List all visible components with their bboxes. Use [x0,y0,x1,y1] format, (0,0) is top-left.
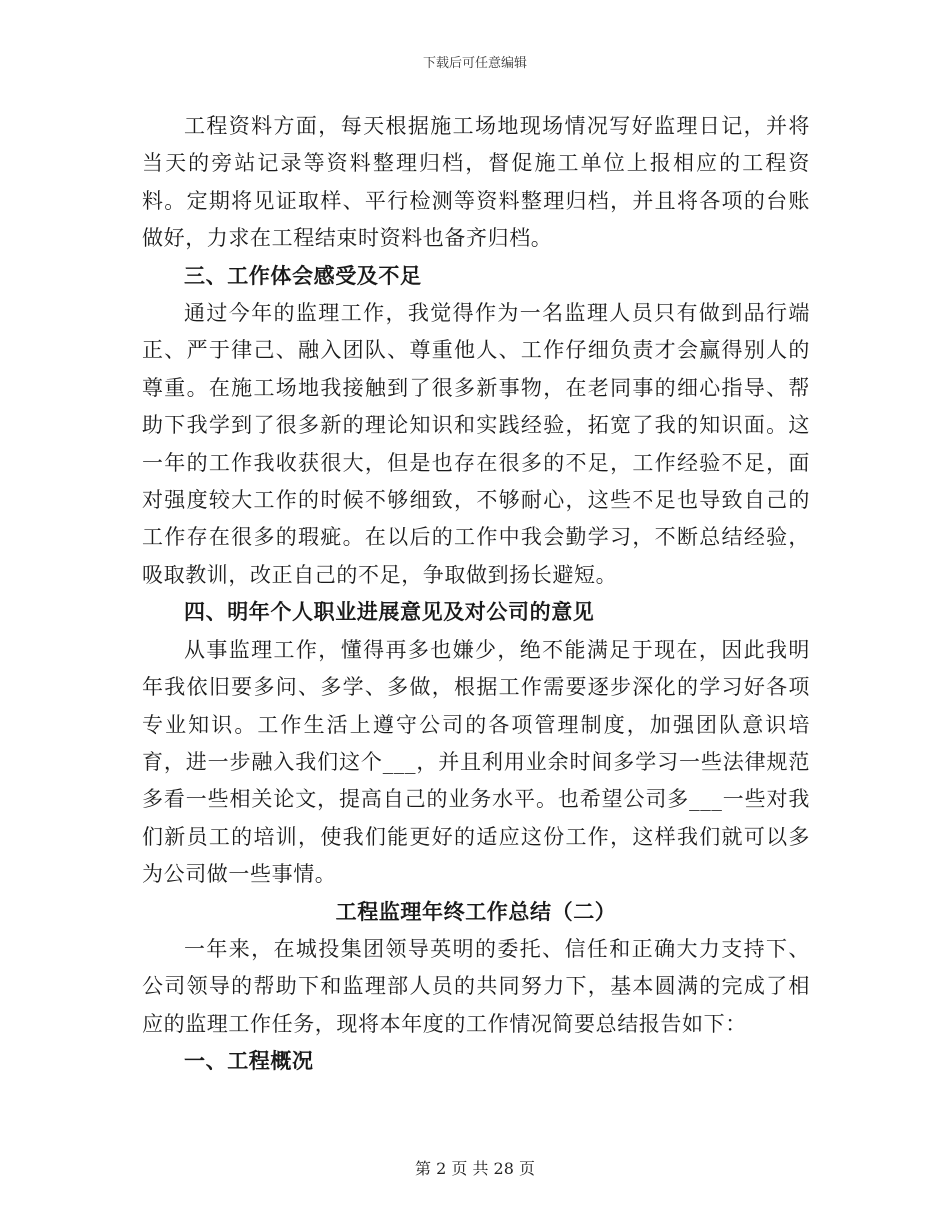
section-heading-3: 三、工作体会感受及不足 [184,263,422,288]
paragraph-intro: 一年来，在城投集团领导英明的委托、信任和正确大力支持下、公司领导的帮助下和监理部人员的共同努力下，基本圆满的完成了相应的监理工作任务，现将本年度的工作情况简要总结报告如下： [142,936,810,1036]
section-heading-4: 四、明年个人职业进展意见及对公司的意见 [184,600,595,625]
paragraph-work-experience: 通过今年的监理工作，我觉得作为一名监理人员只有做到品行端正、严于律己、融入团队、尊重他人、工作仔细负责才会赢得别人的尊重。在施工场地我接触到了很多新事物，在老同事的细心指导、帮助下我学到了很多新的理论知识和实践经验，拓宽了我的知识面。这一年的工作我收获很大，但是也存在很多的不足，工作经验不足，面对强度较大工作的时候不够细致，不够耐心，这些不足也导致自己的工作存在很多的瑕疵。在以后的工作中我会勤学习，不断总结经验，吸取教训，改正自己的不足，争取做到扬长避短。 [142,301,810,587]
paragraph-next-year-plan: 从事监理工作，懂得再多也嫌少，绝不能满足于现在，因此我明年我依旧要多问、多学、多做，根据工作需要逐步深化的学习好各项专业知识。工作生活上遵守公司的各项管理制度，加强团队意识培育，进一步融入我们这个___，并且利用业余时间多学习一些法律规范多看一些相关论文，提高自己的业务水平。也希望公司多___一些对我们新员工的培训，使我们能更好的适应这份工作，这样我们就可以多为公司做一些事情。 [142,637,810,887]
page-header: 下载后可任意编辑 [422,56,527,71]
section-heading-1: 一、工程概况 [184,1049,314,1074]
document-title-2: 工程监理年终工作总结（二） [335,899,617,924]
paragraph-engineering-records: 工程资料方面，每天根据施工场地现场情况写好监理日记，并将当天的旁站记录等资料整理归档，督促施工单位上报相应的工程资料。定期将见证取样、平行检测等资料整理归档，并且将各项的台账做好，力求在工程结束时资料也备齐归档。 [142,114,810,251]
page-footer: 第 2 页 共 28 页 [415,1159,535,1178]
document-body [142,108,810,1081]
